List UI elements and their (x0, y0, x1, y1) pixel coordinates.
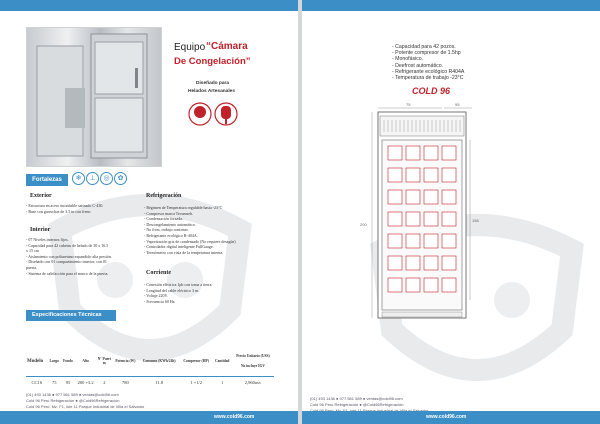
especificaciones-label: Especificaciones Técnicas (26, 310, 116, 321)
table-header: Alto (75, 346, 96, 377)
interior-list (26, 237, 146, 276)
list-item: - Compresor marca Tecumseh. (144, 210, 193, 216)
width-dim: 75 (406, 102, 411, 107)
capacity-list (392, 44, 464, 81)
table-header: Consumo (KWh/24h) (139, 346, 180, 377)
table-cell: 2,960usv (244, 380, 262, 385)
table-header: Largo (47, 346, 61, 377)
snowflake-icon: ❄ (72, 172, 85, 185)
icecream-icons (186, 100, 242, 130)
list-item: - Termómetro con vista de la temperatura interna. (144, 249, 224, 255)
table-cell: 1 (221, 380, 224, 385)
website-bar (0, 411, 298, 424)
subtitle-line1: Diseñado para (196, 81, 230, 86)
fortalezas-label: Fortalezas (26, 174, 68, 186)
title-line2: De Congelación” (174, 56, 251, 67)
list-item: - Frecuencia 60 Hz. (144, 298, 176, 304)
cabinet-photo-illustration (27, 28, 161, 166)
table-cell: 2 (103, 380, 106, 385)
website-link[interactable]: www.cold96.com (214, 414, 255, 420)
table-header: Compresor (HP) (180, 346, 213, 377)
spec-table (26, 346, 274, 388)
thermometer-icon: ⊥ (86, 172, 99, 185)
table-cell: 11.8 (155, 380, 164, 385)
leaf-icon: ✿ (114, 172, 127, 185)
wheel-icon: ◎ (100, 172, 113, 185)
contact-footer (26, 392, 144, 410)
price-subheader: No incluye IGV (240, 364, 265, 368)
list-item: - Refrigerante ecológico R404A (392, 68, 465, 75)
list-item: - Capacidad para 42 pozos. (392, 44, 456, 50)
exterior-heading: Exterior (30, 193, 52, 199)
list-item: - Voltaje 220V. (144, 293, 168, 299)
list-item: - Base con garruchas de 3.5 in con freno (26, 208, 91, 214)
exterior-list (26, 203, 146, 214)
list-item: - Estructura en acero inoxidable satinado C-430. (26, 203, 104, 208)
table-header-row (26, 346, 274, 377)
corriente-list (144, 282, 264, 304)
table-cell: 75 (51, 380, 57, 385)
list-item: - Refrigerante ecológico R-404A. (144, 232, 198, 238)
list-item: x 15 cm (26, 248, 39, 254)
website-bar (302, 411, 600, 424)
table-cell: 95 (65, 380, 71, 385)
list-item: - Régimen de Temperatura regulable hasta -23°C (144, 205, 223, 210)
footer-line: Cold 96 Perú Refrigeración ● @Cold96Refrigeración (310, 402, 404, 407)
list-item: - Sistema de calefacción para el marco de la puerta. (26, 270, 109, 276)
inner-dim: 158 (472, 218, 479, 223)
table-header (232, 346, 274, 377)
list-item: - Capacidad para 42 cubetas de helado de 30 x 16.5 (26, 242, 109, 248)
list-item: - Temperatura de trabajo -23°C (392, 75, 464, 82)
list-item: - Conexión eléctrica 1ph con toma a tierra. (144, 282, 213, 287)
top-bar (0, 0, 298, 11)
refrigeracion-heading: Refrigeración (146, 193, 182, 199)
subtitle-line2: Helados Artesanales (188, 89, 236, 94)
list-item: - Longitud del cable eléctrico 3 m. (144, 287, 200, 293)
footer-line: (01) 493 1436 ● 977 561 589 ● ventas@cold96.com (26, 392, 119, 397)
list-item: - Potente compresor de 1.5hp (392, 50, 461, 57)
cabinet-base (382, 312, 462, 317)
table-row (26, 377, 274, 389)
list-item: - Diseñado con 01 compartimiento interior, con 01 (26, 259, 107, 265)
title-line1: “Cámara (206, 41, 248, 52)
table-header: Fondo (61, 346, 75, 377)
right-page (302, 0, 600, 424)
list-item: - Controlador digital inteligente FullGauge. (144, 244, 214, 250)
product-photo (26, 27, 162, 167)
depth-dim: 95 (455, 102, 460, 107)
footer-line: (01) 493 1436 ● 977 561 589 ● ventas@cold96.com (310, 396, 403, 401)
list-item: - 07 Niveles internos fijos. (26, 237, 69, 242)
list-item: - Descongelamiento automático. (144, 221, 196, 227)
left-page (0, 0, 298, 424)
corriente-heading: Corriente (146, 270, 171, 276)
list-item: - Deefrost automático. (392, 62, 444, 69)
table-cell: 1 +1/2 (190, 380, 202, 385)
refrigeracion-list (144, 205, 284, 255)
table-cell: CC16 (31, 380, 42, 385)
list-item: - Aislamiento con poliuretano expandido alta presión. (26, 253, 112, 259)
table-cell: 200 +3.2 (77, 380, 94, 385)
list-item: - Vaporización gris de condensado (No requiere desagüe) (144, 238, 236, 244)
price-header: Precio Unitario (USS) (236, 354, 270, 358)
list-item: - Condensación forzada. (144, 216, 183, 222)
list-item: - Monofásico. (392, 56, 424, 63)
table-header: N° Puert as (96, 346, 112, 377)
title-prefix: Equipo (174, 42, 206, 53)
website-link[interactable]: www.cold96.com (426, 414, 467, 420)
cabinet-top-panel (380, 116, 464, 136)
height-dim: 200 (360, 222, 367, 227)
footer-line: Cold 96 Perú: Mz. F1, lote 11 Parque Industrial de Villa el Salvador (26, 404, 145, 409)
list-item: - No frost, trabajo continuo. (144, 227, 189, 233)
table-cell: 780 (122, 380, 129, 385)
list-item: puerta. (26, 264, 37, 270)
table-header: Cantidad (212, 346, 231, 377)
table-header: Potencia (W) (112, 346, 138, 377)
footer-line: Cold 96 Perú Refrigeración ● @Cold96Refrigeración (26, 398, 120, 403)
table-header: Modelo (26, 346, 47, 377)
brand-logo: COLD 96 (412, 86, 451, 96)
interior-heading: Interior (30, 227, 51, 233)
